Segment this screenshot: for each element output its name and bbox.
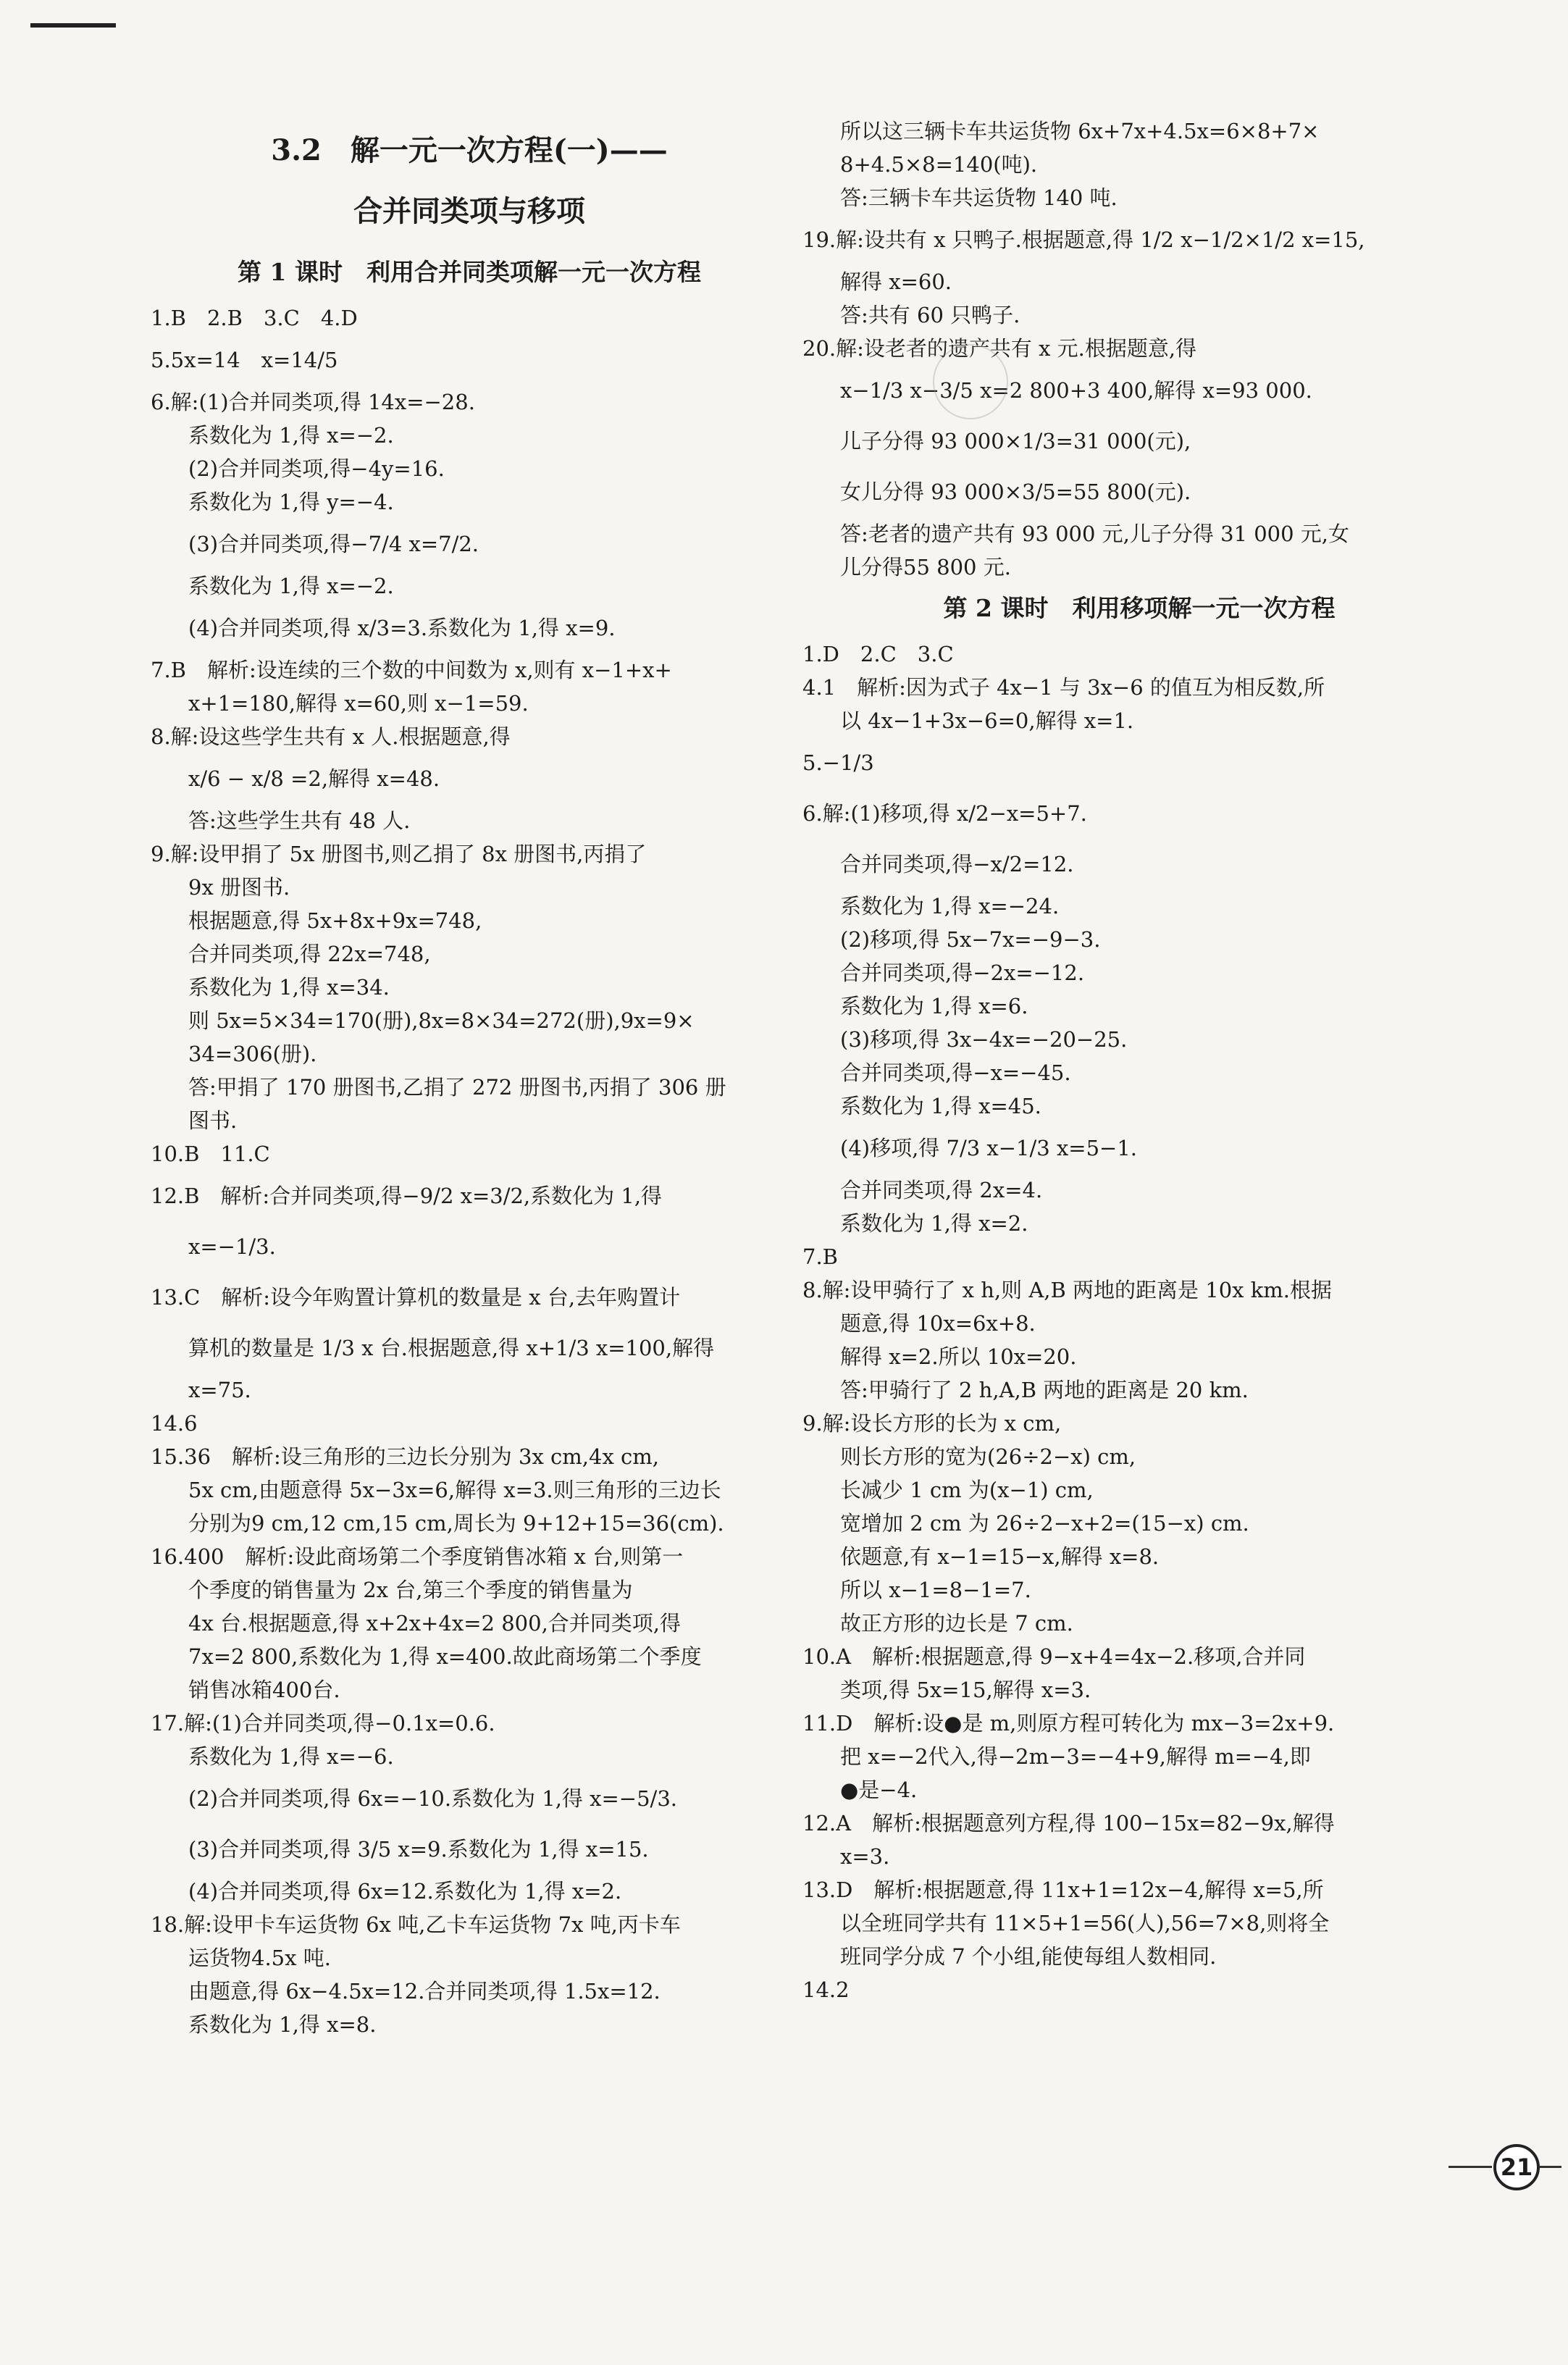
answer-line: 系数化为 1,得 x=2.: [840, 1211, 1028, 1236]
answer-line: x/6 − x/8 =2,解得 x=48.: [188, 766, 440, 791]
answer-line: 把 x=−2代入,得−2m−3=−4+9,解得 m=−4,即: [840, 1744, 1311, 1769]
answer-line: (4)合并同类项,得 x/3=3.系数化为 1,得 x=9.: [188, 616, 616, 640]
answer-line: 类项,得 5x=15,解得 x=3.: [840, 1678, 1091, 1702]
answer-line: x=3.: [840, 1844, 890, 1869]
answer-line: 9.解:设甲捐了 5x 册图书,则乙捐了 8x 册图书,丙捐了: [151, 842, 647, 866]
answer-line: (3)合并同类项,得 3/5 x=9.系数化为 1,得 x=15.: [188, 1837, 649, 1862]
answer-line: 12.A 解析:根据题意列方程,得 100−15x=82−9x,解得: [802, 1811, 1335, 1836]
answer-line: 答:这些学生共有 48 人.: [188, 808, 411, 833]
answer-line: 则 5x=5×34=170(册),8x=8×34=272(册),9x=9×: [188, 1008, 695, 1033]
answer-line: (2)合并同类项,得 6x=−10.系数化为 1,得 x=−5/3.: [188, 1786, 677, 1811]
answer-line: 所以这三辆卡车共运货物 6x+7x+4.5x=6×8+7×: [840, 119, 1320, 143]
answer-line: 系数化为 1,得 x=6.: [840, 994, 1028, 1018]
answer-line: 儿分得55 800 元.: [840, 555, 1011, 579]
answer-line: 系数化为 1,得 x=−24.: [840, 894, 1060, 918]
answer-line: 系数化为 1,得 y=−4.: [188, 490, 394, 514]
section-title-line1: 3.2 解一元一次方程(一)——: [271, 133, 668, 167]
answer-line: (4)合并同类项,得 6x=12.系数化为 1,得 x=2.: [188, 1879, 622, 1904]
answer-line: 系数化为 1,得 x=−6.: [188, 1744, 394, 1769]
answer-line: 7x=2 800,系数化为 1,得 x=400.故此商场第二个季度: [188, 1644, 702, 1669]
answer-line: 12.B 解析:合并同类项,得−9/2 x=3/2,系数化为 1,得: [151, 1184, 663, 1208]
answer-line: 以全班同学共有 11×5+1=56(人),56=7×8,则将全: [840, 1911, 1330, 1935]
answer-line: x−1/3 x−3/5 x=2 800+3 400,解得 x=93 000.: [840, 378, 1312, 403]
answer-line: 合并同类项,得−x/2=12.: [840, 852, 1074, 876]
answer-line: 题意,得 10x=6x+8.: [840, 1311, 1036, 1336]
answer-line: 系数化为 1,得 x=−2.: [188, 423, 394, 448]
answer-line: 9x 册图书.: [188, 875, 290, 900]
left-column: [151, 116, 788, 2041]
answer-line: 16.400 解析:设此商场第二个季度销售冰箱 x 台,则第一: [151, 1544, 684, 1569]
answer-line: 4x 台.根据题意,得 x+2x+4x=2 800,合并同类项,得: [188, 1611, 681, 1636]
answer-line: 合并同类项,得 22x=748,: [188, 942, 431, 966]
answer-line: 34=306(册).: [188, 1042, 317, 1066]
answer-line: 7.B: [802, 1244, 838, 1269]
answer-line: 系数化为 1,得 x=45.: [840, 1094, 1041, 1118]
answer-line: 班同学分成 7 个小组,能使每组人数相同.: [840, 1944, 1217, 1969]
answer-line: 9.解:设长方形的长为 x cm,: [802, 1411, 1062, 1436]
answer-line: x+1=180,解得 x=60,则 x−1=59.: [188, 691, 529, 716]
top-rule: [30, 23, 116, 28]
answer-line: ●是−4.: [840, 1778, 918, 1802]
lesson2-title: 第 2 课时 利用移项解一元一次方程: [943, 594, 1336, 622]
answer-line: 合并同类项,得−2x=−12.: [840, 960, 1085, 985]
answer-line: 分别为9 cm,12 cm,15 cm,周长为 9+12+15=36(cm).: [188, 1511, 724, 1536]
answer-line: 1.D 2.C 3.C: [802, 642, 954, 666]
answer-line: 故正方形的边长是 7 cm.: [840, 1611, 1073, 1636]
section-title-line2: 合并同类项与移项: [353, 194, 585, 228]
answer-line: 则长方形的宽为(26÷2−x) cm,: [840, 1444, 1136, 1469]
answer-line: 解得 x=2.所以 10x=20.: [840, 1344, 1077, 1369]
answer-line: 5x cm,由题意得 5x−3x=6,解得 x=3.则三角形的三边长: [188, 1478, 721, 1502]
answer-line: 所以 x−1=8−1=7.: [840, 1578, 1031, 1602]
answer-line: 13.C 解析:设今年购置计算机的数量是 x 台,去年购置计: [151, 1285, 681, 1310]
answer-line: 5.5x=14 x=14/5: [151, 348, 338, 372]
answer-line: 17.解:(1)合并同类项,得−0.1x=0.6.: [151, 1711, 495, 1736]
answer-line: (4)移项,得 7/3 x−1/3 x=5−1.: [840, 1136, 1138, 1160]
answer-line: 系数化为 1,得 x=34.: [188, 975, 390, 1000]
answer-line: 6.解:(1)移项,得 x/2−x=5+7.: [802, 801, 1087, 826]
answer-line: 解得 x=60.: [840, 269, 952, 294]
answer-line: 答:三辆卡车共运货物 140 吨.: [840, 185, 1118, 210]
faint-stamp-mark: [933, 344, 1008, 419]
answer-line: 图书.: [188, 1108, 238, 1133]
answer-line: 4.1 解析:因为式子 4x−1 与 3x−6 的值互为相反数,所: [802, 675, 1325, 700]
answer-line: 系数化为 1,得 x=8.: [188, 2012, 377, 2037]
answer-line: 10.B 11.C: [151, 1142, 270, 1166]
answer-line: 7.B 解析:设连续的三个数的中间数为 x,则有 x−1+x+: [151, 658, 672, 682]
answer-line: 合并同类项,得−x=−45.: [840, 1060, 1071, 1085]
answer-line: 销售冰箱400台.: [188, 1678, 340, 1702]
answer-line: 18.解:设甲卡车运货物 6x 吨,乙卡车运货物 7x 吨,丙卡车: [151, 1912, 681, 1937]
answer-line: 15.36 解析:设三角形的三边长分别为 3x cm,4x cm,: [151, 1444, 659, 1469]
answer-line: 运货物4.5x 吨.: [188, 1946, 331, 1970]
answer-line: 答:共有 60 只鸭子.: [840, 303, 1020, 327]
answer-line: 长减少 1 cm 为(x−1) cm,: [840, 1478, 1094, 1502]
answer-line: 儿子分得 93 000×1/3=31 000(元),: [840, 429, 1191, 453]
answer-line: 答:老者的遗产共有 93 000 元,儿子分得 31 000 元,女: [840, 522, 1350, 546]
lesson1-title: 第 1 课时 利用合并同类项解一元一次方程: [238, 258, 701, 286]
answer-line: 宽增加 2 cm 为 26÷2−x+2=(15−x) cm.: [840, 1511, 1249, 1536]
answer-line: (3)合并同类项,得−7/4 x=7/2.: [188, 532, 479, 556]
answer-line: 依题意,有 x−1=15−x,解得 x=8.: [840, 1544, 1160, 1569]
answer-line: 答:甲骑行了 2 h,A,B 两地的距离是 20 km.: [840, 1378, 1249, 1402]
page-number-rule-left: [1448, 2166, 1492, 2168]
answer-line: 算机的数量是 1/3 x 台.根据题意,得 x+1/3 x=100,解得: [188, 1336, 715, 1360]
answer-line: 8.解:设甲骑行了 x h,则 A,B 两地的距离是 10x km.根据: [802, 1278, 1333, 1302]
answer-line: 11.D 解析:设●是 m,则原方程可转化为 mx−3=2x+9.: [802, 1711, 1335, 1736]
answer-line: 以 4x−1+3x−6=0,解得 x=1.: [840, 708, 1134, 733]
answer-line: (2)合并同类项,得−4y=16.: [188, 456, 445, 481]
answer-line: 20.解:设老者的遗产共有 x 元.根据题意,得: [802, 336, 1197, 361]
answer-line: 5.−1/3: [802, 750, 874, 775]
answer-line: (3)移项,得 3x−4x=−20−25.: [840, 1027, 1128, 1052]
answer-line: 8.解:设这些学生共有 x 人.根据题意,得: [151, 724, 511, 749]
answer-line: 1.B 2.B 3.C 4.D: [151, 306, 358, 330]
answer-line: 14.6: [151, 1411, 198, 1436]
answer-line: x=75.: [188, 1378, 251, 1402]
answer-line: 系数化为 1,得 x=−2.: [188, 574, 394, 598]
answer-line: 答:甲捐了 170 册图书,乙捐了 272 册图书,丙捐了 306 册: [188, 1075, 726, 1100]
answer-line: 合并同类项,得 2x=4.: [840, 1178, 1043, 1202]
answer-line: (2)移项,得 5x−7x=−9−3.: [840, 927, 1101, 952]
right-column: [802, 114, 1476, 2006]
answer-line: 根据题意,得 5x+8x+9x=748,: [188, 908, 482, 933]
page-number-rule-right: [1540, 2166, 1561, 2168]
answer-line: 6.解:(1)合并同类项,得 14x=−28.: [151, 390, 475, 414]
answer-line: 个季度的销售量为 2x 台,第三个季度的销售量为: [188, 1578, 633, 1602]
answer-line: x=−1/3.: [188, 1234, 276, 1259]
answer-line: 14.2: [802, 1977, 850, 2002]
answer-line: 13.D 解析:根据题意,得 11x+1=12x−4,解得 x=5,所: [802, 1878, 1324, 1902]
answer-line: 由题意,得 6x−4.5x=12.合并同类项,得 1.5x=12.: [188, 1979, 661, 2004]
answer-line: 19.解:设共有 x 只鸭子.根据题意,得 1/2 x−1/2×1/2 x=15,: [802, 227, 1365, 252]
answer-line: 10.A 解析:根据题意,得 9−x+4=4x−2.移项,合并同: [802, 1644, 1306, 1669]
answer-line: 8+4.5×8=140(吨).: [840, 152, 1038, 177]
page-number: 21: [1493, 2144, 1540, 2190]
answer-line: 女儿分得 93 000×3/5=55 800(元).: [840, 480, 1191, 504]
